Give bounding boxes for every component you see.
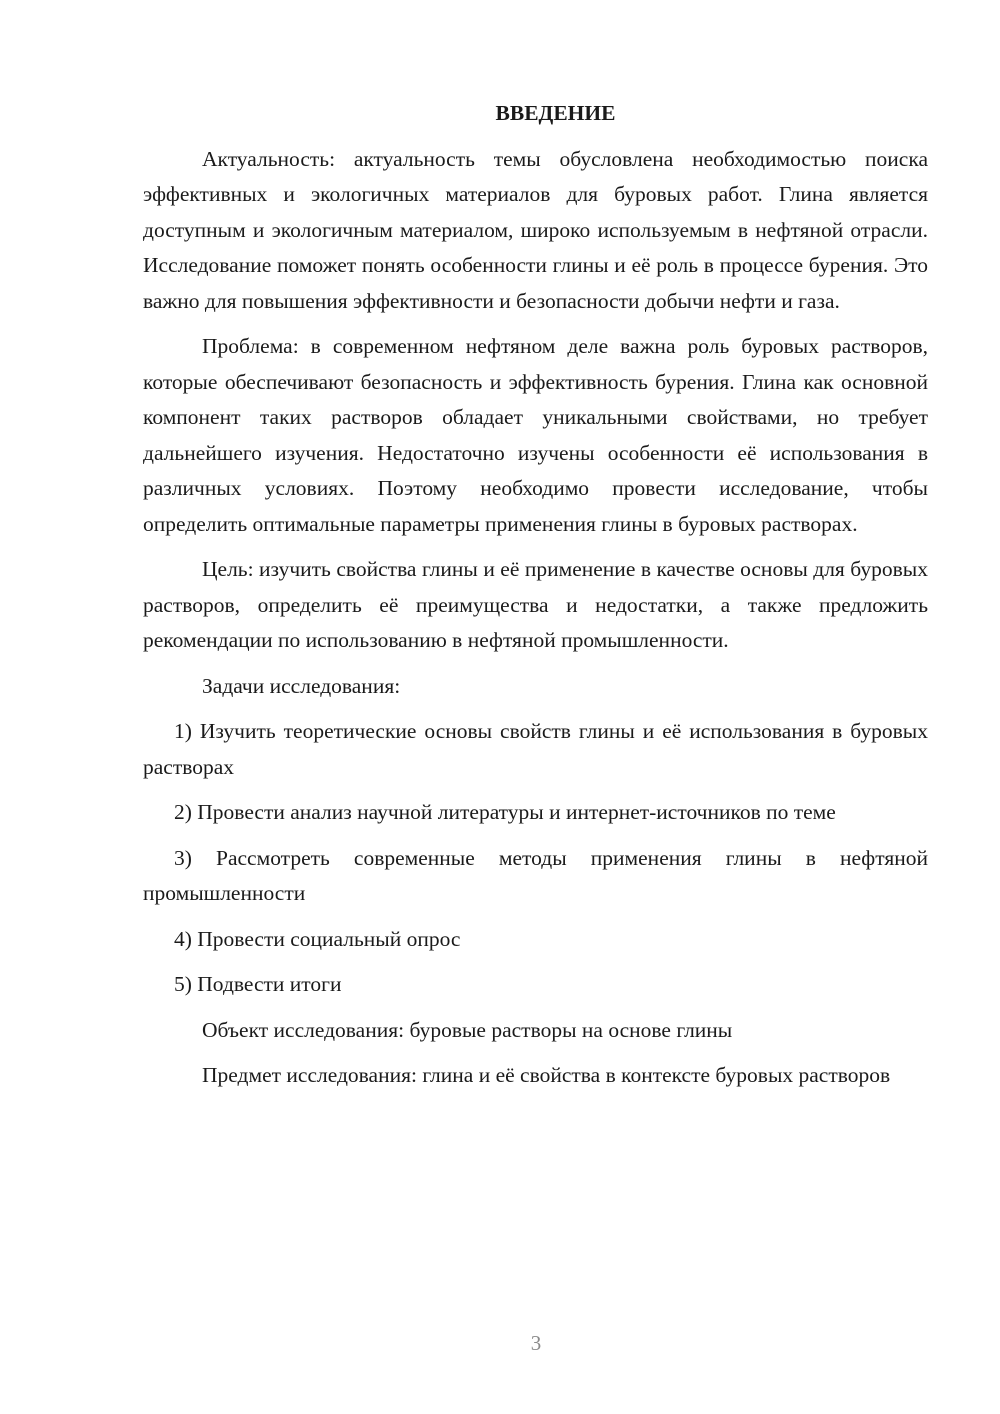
paragraph-problem: Проблема: в современном нефтяном деле важна роль буровых растворов, которые обеспечивают безопасность и эффективность бурения. Глина как основной компонент таких растворов обладает уникальными свойствами, но требует дальнейшего изучения. Недостаточно изучены особенности её использования в различных условиях. Поэтому необходимо провести исследование, чтобы определить оптимальные параметры применения глины в буровых растворах. [143,334,928,536]
paragraph-object: Объект исследования: буровые растворы на основе глины [202,1017,733,1042]
paragraph-subject: Предмет исследования: глина и её свойства в контексте буровых растворов [202,1063,891,1087]
page-number: 3 [530,1331,542,1355]
task-item-3: 3) Рассмотреть современные методы применения глины в нефтяной промышленности [143,845,928,905]
paragraph-tasks-heading: Задачи исследования: [202,673,401,698]
task-item-1: 1) Изучить теоретические основы свойств глины и её использования в буровых растворах [143,719,928,779]
paragraph-relevance: Актуальность: актуальность темы обусловлена необходимостью поиска эффективных и экологичных материалов для буровых работ. Глина является доступным и экологичным материалом, широко используемым в нефтяной отрасли. Исследование поможет понять особенности глины и её роль в процессе бурения. Это важно для повышения эффективности и безопасности добычи нефти и газа. [143,146,928,313]
paragraph-goal: Цель: изучить свойства глины и её применение в качестве основы для буровых растворов, определить её преимущества и недостатки, а также предложить рекомендации по использованию в нефтяной промышленности. [143,557,928,652]
document-body [143,96,928,1104]
task-item-2: 2) Провести анализ научной литературы и интернет-источников по теме [174,800,836,824]
page-title: ВВЕДЕНИЕ [495,101,616,125]
task-item-5: 5) Подвести итоги [174,972,342,996]
task-item-4: 4) Провести социальный опрос [174,926,461,951]
